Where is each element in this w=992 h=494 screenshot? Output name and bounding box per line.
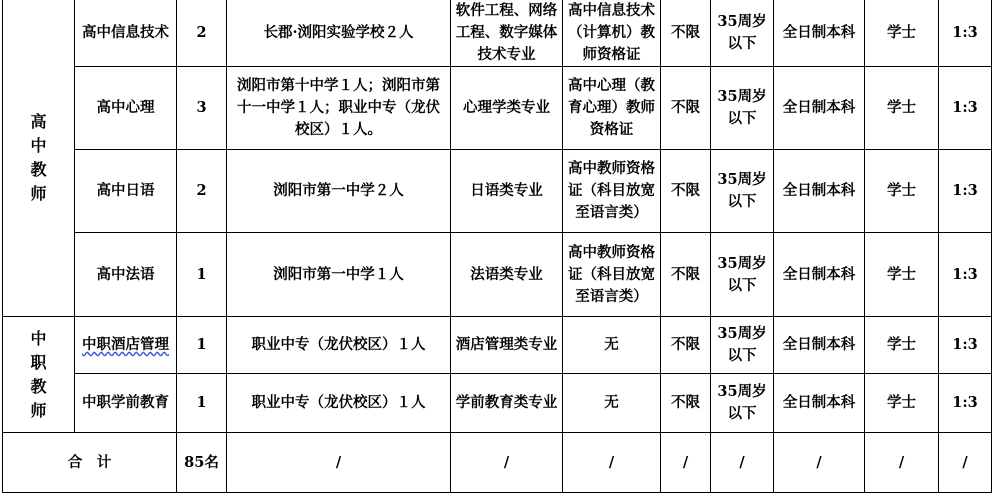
school-cell: 浏阳市第十中学１人；浏阳市第十一中学１人；职业中专（龙伏校区）１人。: [227, 67, 451, 150]
count-cell: 2: [177, 0, 227, 67]
category-char: 教: [30, 159, 47, 179]
degree-cell: 学士: [865, 150, 939, 233]
table-row: [3, 233, 992, 317]
gender-cell: 不限: [661, 150, 711, 233]
total-label: 合 计: [3, 433, 177, 493]
position-cell: 中职学前教育: [75, 374, 177, 433]
ratio-cell: 1:3: [939, 67, 992, 150]
recruitment-table: [2, 0, 992, 493]
count-cell: 2: [177, 150, 227, 233]
total-slash: /: [227, 433, 451, 493]
cert-cell: 高中教师资格证（科目放宽至语言类）: [563, 233, 661, 317]
category-char: 中: [30, 328, 47, 348]
school-cell: 浏阳市第一中学１人: [227, 233, 451, 317]
total-slash: /: [451, 433, 563, 493]
major-cell: 软件工程、网络工程、数字媒体技术专业: [451, 0, 563, 67]
table-row: [3, 317, 992, 374]
cert-cell: 高中信息技术（计算机）教师资格证: [563, 0, 661, 67]
category-char: 中: [30, 135, 47, 155]
gender-cell: 不限: [661, 67, 711, 150]
position-cell: 高中信息技术: [75, 0, 177, 67]
age-cell: 35周岁以下: [711, 0, 774, 67]
age-cell: 35周岁以下: [711, 317, 774, 374]
count-cell: 1: [177, 374, 227, 433]
category-char: 师: [30, 183, 47, 203]
total-slash: /: [661, 433, 711, 493]
age-cell: 35周岁以下: [711, 374, 774, 433]
position-cell: [75, 317, 177, 374]
gender-cell: 不限: [661, 374, 711, 433]
category-char: 职: [30, 352, 47, 372]
category-cell-high-school: [3, 0, 75, 317]
total-slash: /: [865, 433, 939, 493]
education-cell: 全日制本科: [774, 233, 865, 317]
degree-cell: 学士: [865, 0, 939, 67]
total-slash: /: [563, 433, 661, 493]
category-cell-vocational: [3, 317, 75, 433]
degree-cell: 学士: [865, 67, 939, 150]
ratio-cell: 1:3: [939, 150, 992, 233]
table-row: [3, 0, 992, 67]
education-cell: 全日制本科: [774, 150, 865, 233]
gender-cell: 不限: [661, 233, 711, 317]
total-row: [3, 433, 992, 493]
major-cell: 法语类专业: [451, 233, 563, 317]
age-cell: 35周岁以下: [711, 150, 774, 233]
total-slash: /: [939, 433, 992, 493]
position-cell: 高中法语: [75, 233, 177, 317]
education-cell: 全日制本科: [774, 374, 865, 433]
school-cell: 职业中专（龙伏校区）１人: [227, 374, 451, 433]
cert-cell: 无: [563, 374, 661, 433]
major-cell: 日语类专业: [451, 150, 563, 233]
total-slash: /: [774, 433, 865, 493]
degree-cell: 学士: [865, 317, 939, 374]
position-text: 中职酒店管理: [82, 336, 169, 353]
age-cell: 35周岁以下: [711, 233, 774, 317]
school-cell: 长郡·浏阳实验学校２人: [227, 0, 451, 67]
total-count: 85名: [177, 433, 227, 493]
ratio-cell: 1:3: [939, 233, 992, 317]
ratio-cell: 1:3: [939, 374, 992, 433]
major-cell: 心理学类专业: [451, 67, 563, 150]
count-cell: 1: [177, 233, 227, 317]
age-cell: 35周岁以下: [711, 67, 774, 150]
major-cell: 酒店管理类专业: [451, 317, 563, 374]
degree-cell: 学士: [865, 233, 939, 317]
ratio-cell: 1:3: [939, 0, 992, 67]
total-slash: /: [711, 433, 774, 493]
school-cell: 职业中专（龙伏校区）１人: [227, 317, 451, 374]
gender-cell: 不限: [661, 0, 711, 67]
major-cell: 学前教育类专业: [451, 374, 563, 433]
category-char: 高: [30, 111, 47, 131]
count-cell: 3: [177, 67, 227, 150]
education-cell: 全日制本科: [774, 67, 865, 150]
education-cell: 全日制本科: [774, 317, 865, 374]
education-cell: 全日制本科: [774, 0, 865, 67]
count-cell: 1: [177, 317, 227, 374]
cert-cell: 无: [563, 317, 661, 374]
cert-cell: 高中教师资格证（科目放宽至语言类）: [563, 150, 661, 233]
table-row: [3, 67, 992, 150]
ratio-cell: 1:3: [939, 317, 992, 374]
degree-cell: 学士: [865, 374, 939, 433]
cert-cell: 高中心理（教育心理）教师资格证: [563, 67, 661, 150]
category-char: 师: [30, 400, 47, 420]
table-row: [3, 374, 992, 433]
position-cell: 高中心理: [75, 67, 177, 150]
position-cell: 高中日语: [75, 150, 177, 233]
category-char: 教: [30, 376, 47, 396]
school-cell: 浏阳市第一中学２人: [227, 150, 451, 233]
gender-cell: 不限: [661, 317, 711, 374]
table-row: [3, 150, 992, 233]
